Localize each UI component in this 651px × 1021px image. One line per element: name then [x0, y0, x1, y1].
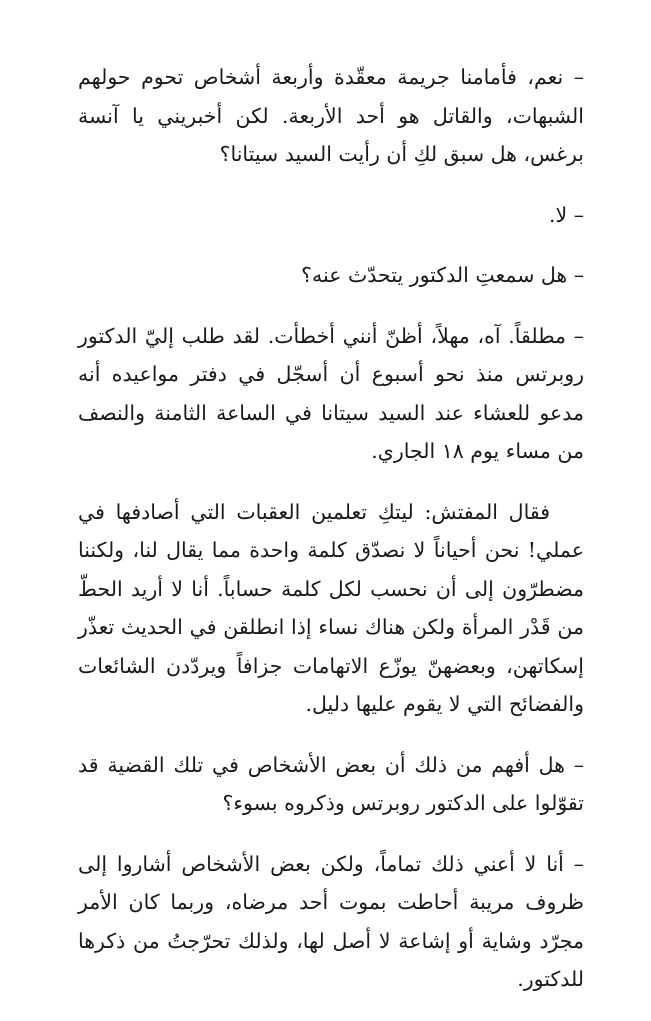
- dialogue-paragraph: – هل أفهم من ذلك أن بعض الأشخاص في تلك القضية قد تقوّلوا على الدكتور روبرتس وذكروه بسوء؟: [78, 752, 584, 815]
- page-text: [78, 58, 584, 1021]
- dialogue-paragraph: – هل سمعتِ الدكتور يتحدّث عنه؟: [301, 263, 584, 287]
- dialogue-paragraph: – أنا لا أعني ذلك تماماً، ولكن بعض الأشخاص أشاروا إلى ظروف مريبة أحاطت بموت أحد مرضاه، وربما كان الأمر مجرّد وشاية أو إشاعة لا أصل لها، ولذلك تحرّجتُ من ذكرها للدكتور.: [78, 851, 584, 991]
- dialogue-paragraph: – مطلقاً. آه، مهلاً، أظنّ أنني أخطأت. لقد طلب إليّ الدكتور روبرتس منذ نحو أسبوع أن أسجّل في دفتر مواعيده أنه مدعو للعشاء عند السيد سيتانا في الساعة الثامنة والنصف من مساء يوم ١٨ الجاري.: [78, 323, 584, 463]
- narration-paragraph: فقال المفتش: ليتكِ تعلمين العقبات التي أصادفها في عملي! نحن أحياناً لا نصدّق كلمة واحدة مما يقال لنا، ولكننا مضطرّون إلى أن نحسب لكل كلمة حساباً. أنا لا أريد الحطّ من قَدْر المرأة ولكن هناك نساء إذا انطلقن في الحديث تعذّر إسكاتهن، وبعضهنّ يوزّع الاتهامات جزافاً ويردّدن الشائعات والفضائح التي لا يقوم عليها دليل.: [78, 499, 584, 716]
- dialogue-paragraph: – لا.: [549, 202, 584, 227]
- dialogue-paragraph: – نعم، فأمامنا جريمة معقّدة وأربعة أشخاص تحوم حولهم الشبهات، والقاتل هو أحد الأربعة. لكن أخبريني يا آنسة برغس، هل سبق لكِ أن رأيت السيد سيتانا؟: [78, 65, 584, 166]
